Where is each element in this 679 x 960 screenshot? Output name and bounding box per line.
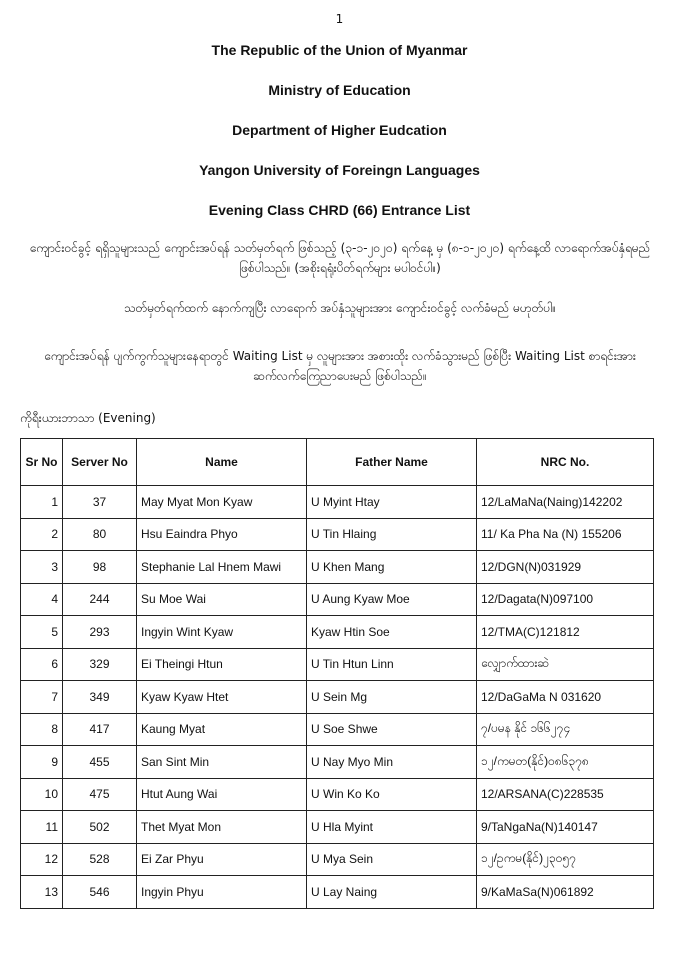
cell-server-no: 417 — [63, 713, 137, 746]
table-row — [21, 778, 654, 811]
table-row — [21, 648, 654, 681]
entrance-list-table — [20, 438, 654, 909]
cell-server-no: 37 — [63, 486, 137, 519]
cell-sr-no: 5 — [21, 616, 63, 649]
table-row — [21, 681, 654, 714]
cell-server-no: 244 — [63, 583, 137, 616]
cell-nrc-no: 12/DGN(N)031929 — [477, 551, 654, 584]
cell-father-name: U Sein Mg — [307, 681, 477, 714]
cell-nrc-no: 12/TMA(C)121812 — [477, 616, 654, 649]
cell-name: Hsu Eaindra Phyo — [137, 518, 307, 551]
cell-father-name: U Soe Shwe — [307, 713, 477, 746]
heading-republic: The Republic of the Union of Myanmar — [211, 42, 468, 58]
cell-father-name: Kyaw Htin Soe — [307, 616, 477, 649]
table-row — [21, 486, 654, 519]
cell-nrc-no: 9/KaMaSa(N)061892 — [477, 876, 654, 909]
header-father-name: Father Name — [307, 439, 477, 486]
heading-list-title: Evening Class CHRD (66) Entrance List — [208, 202, 471, 218]
cell-nrc-no: 12/Dagata(N)097100 — [477, 583, 654, 616]
page-number: 1 — [335, 12, 344, 26]
cell-father-name: U Win Ko Ko — [307, 778, 477, 811]
cell-nrc-no: ၁၂/ကမတ(နိုင်)၀၈၆၃၇၈ — [477, 746, 654, 779]
cell-server-no: 349 — [63, 681, 137, 714]
table-row — [21, 518, 654, 551]
heading-university: Yangon University of Foreingn Languages — [199, 162, 480, 178]
cell-name: Kaung Myat — [137, 713, 307, 746]
cell-nrc-no: ၁၂/ဥကမ(နိုင်)၂၃၀၅၇ — [477, 843, 654, 876]
table-row — [21, 811, 654, 844]
cell-name: Su Moe Wai — [137, 583, 307, 616]
heading-department: Department of Higher Eudcation — [232, 122, 447, 138]
cell-sr-no: 4 — [21, 583, 63, 616]
cell-father-name: U Nay Myo Min — [307, 746, 477, 779]
cell-server-no: 329 — [63, 648, 137, 681]
cell-father-name: U Tin Hlaing — [307, 518, 477, 551]
cell-nrc-no: 9/TaNgaNa(N)140147 — [477, 811, 654, 844]
cell-sr-no: 12 — [21, 843, 63, 876]
notice-late-not-accepted: သတ်မှတ်ရက်ထက် နောက်ကျပြီး လာရောက် အပ်နှံသူများအား ကျောင်းဝင်ခွင့် လက်ခံမည် မဟုတ်ပါ။ — [124, 301, 556, 315]
table-row — [21, 713, 654, 746]
cell-sr-no: 9 — [21, 746, 63, 779]
cell-nrc-no: 12/LaMaNa(Naing)142202 — [477, 486, 654, 519]
notice-enrollment-dates: ကျောင်းဝင်ခွင့် ရရှိသူများသည် ကျောင်းအပ်ရန် သတ်မှတ်ရက် ဖြစ်သည့် (၃-၁-၂၀၂၀) ရက်နေ့ မှ (၈-၁-၂၀၂၀) ရက်နေ့ထိ လာရောက်အပ်နှံရမည် ဖြစ်ပါသည်။ (အစိုးရရုံးပိတ်ရက်များ မပါဝင်ပါ။) — [29, 241, 651, 275]
cell-father-name: U Tin Htun Linn — [307, 648, 477, 681]
cell-server-no: 475 — [63, 778, 137, 811]
cell-server-no: 455 — [63, 746, 137, 779]
cell-father-name: U Myint Htay — [307, 486, 477, 519]
cell-name: Ingyin Phyu — [137, 876, 307, 909]
cell-name: Ingyin Wint Kyaw — [137, 616, 307, 649]
table-row — [21, 583, 654, 616]
cell-sr-no: 13 — [21, 876, 63, 909]
cell-name: Kyaw Kyaw Htet — [137, 681, 307, 714]
cell-nrc-no: 11/ Ka Pha Na (N) 155206 — [477, 518, 654, 551]
cell-name: Stephanie Lal Hnem Mawi — [137, 551, 307, 584]
cell-sr-no: 7 — [21, 681, 63, 714]
table-row — [21, 551, 654, 584]
table-row — [21, 843, 654, 876]
cell-sr-no: 1 — [21, 486, 63, 519]
heading-ministry: Ministry of Education — [268, 82, 411, 98]
cell-server-no: 502 — [63, 811, 137, 844]
table-header-row — [21, 439, 654, 486]
cell-server-no: 528 — [63, 843, 137, 876]
cell-father-name: U Khen Mang — [307, 551, 477, 584]
header-sr-no: Sr No — [21, 439, 63, 486]
cell-father-name: U Lay Naing — [307, 876, 477, 909]
cell-name: Ei Theingi Htun — [137, 648, 307, 681]
cell-father-name: U Mya Sein — [307, 843, 477, 876]
cell-name: Ei Zar Phyu — [137, 843, 307, 876]
cell-nrc-no: 12/DaGaMa N 031620 — [477, 681, 654, 714]
table-row — [21, 876, 654, 909]
cell-father-name: U Hla Myint — [307, 811, 477, 844]
cell-server-no: 98 — [63, 551, 137, 584]
cell-name: May Myat Mon Kyaw — [137, 486, 307, 519]
cell-nrc-no: ၇/ပမန နိုင် ၁၆၆၂၇၄ — [477, 713, 654, 746]
table-row — [21, 746, 654, 779]
cell-name: Thet Myat Mon — [137, 811, 307, 844]
cell-sr-no: 6 — [21, 648, 63, 681]
cell-server-no: 293 — [63, 616, 137, 649]
cell-server-no: 80 — [63, 518, 137, 551]
header-server-no: Server No — [63, 439, 137, 486]
cell-father-name: U Aung Kyaw Moe — [307, 583, 477, 616]
cell-nrc-no: 12/ARSANA(C)228535 — [477, 778, 654, 811]
notice-waiting-list: ကျောင်းအပ်ရန် ပျက်ကွက်သူများနေရာတွင် Waiting List မှ လူများအား အစားထိုး လက်ခံသွားမည် ဖြစ်ပြီး Waiting List စာရင်းအား ဆက်လက်ကြေညာပေးမည် ဖြစ်ပါသည်။ — [44, 349, 636, 383]
header-name: Name — [137, 439, 307, 486]
cell-sr-no: 11 — [21, 811, 63, 844]
cell-sr-no: 2 — [21, 518, 63, 551]
cell-nrc-no: လျှောက်ထားဆဲ — [477, 648, 654, 681]
cell-name: Htut Aung Wai — [137, 778, 307, 811]
cell-sr-no: 10 — [21, 778, 63, 811]
cell-sr-no: 3 — [21, 551, 63, 584]
cell-sr-no: 8 — [21, 713, 63, 746]
cell-server-no: 546 — [63, 876, 137, 909]
header-nrc-no: NRC No. — [477, 439, 654, 486]
cell-name: San Sint Min — [137, 746, 307, 779]
table-row — [21, 616, 654, 649]
section-label-korean-evening: ကိုရီးယားဘာသာ (Evening) — [20, 411, 156, 425]
